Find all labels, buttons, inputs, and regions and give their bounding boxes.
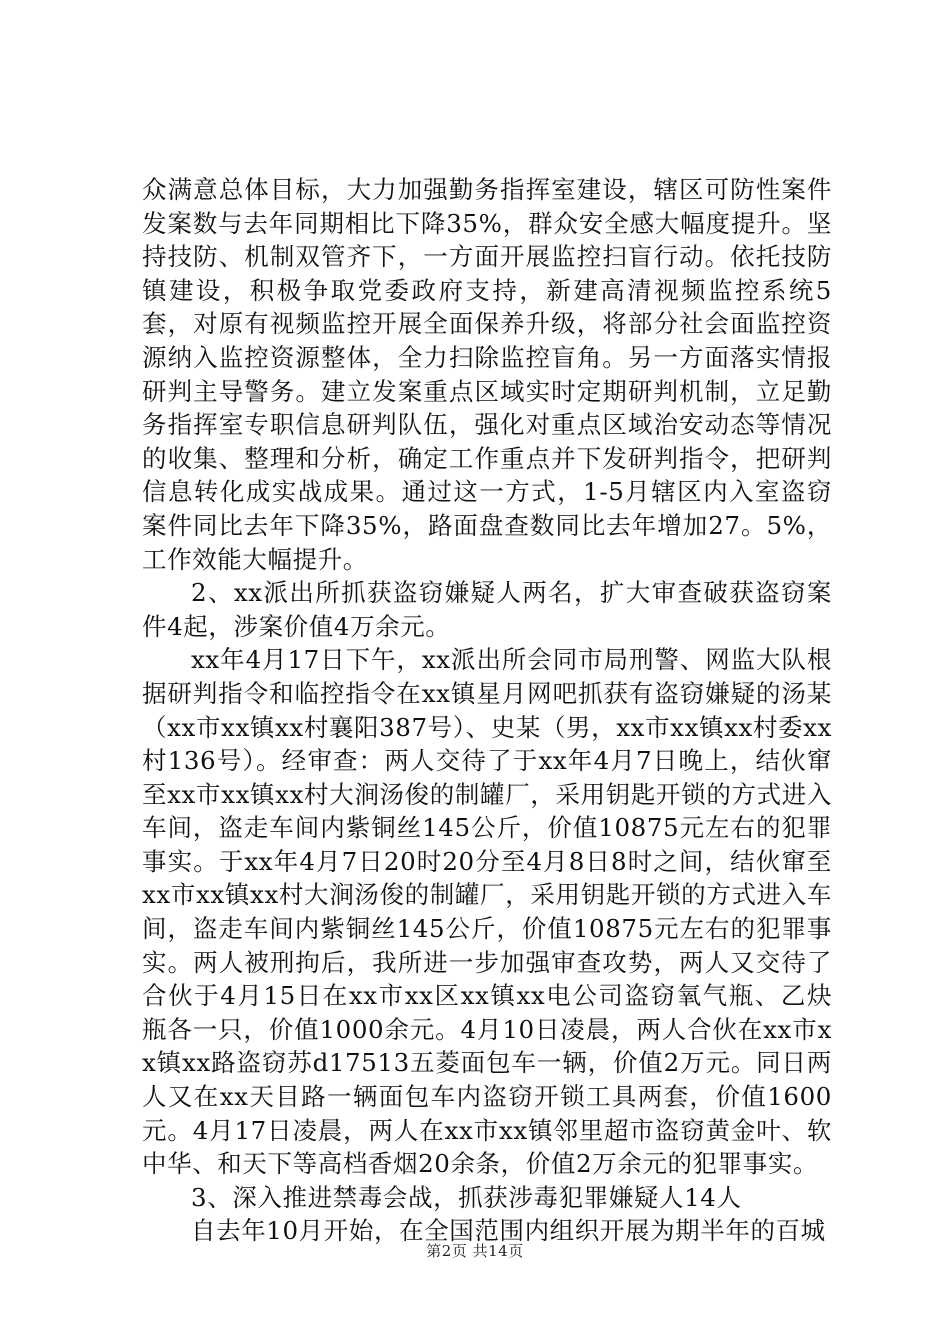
paragraph-item-2-detail: xx年4月17日下午，xx派出所会同市局刑警、网监大队根据研判指令和临控指令在xx镇星月网吧抓获有盗窃嫌疑的汤某（xx市xx镇xx村襄阳387号）、史某（男，xx市xx镇xx村委xx村136号）。经审查：两人交待了于xx年4月7日晚上，结伙窜至xx市xx镇xx村大涧汤俊的制罐厂，采用钥匙开锁的方式进入车间，盗走车间内紫铜丝145公斤，价值10875元左右的犯罪事实。于xx年4月7日20时20分至4月8日8时之间，结伙窜至xx市xx镇xx村大涧汤俊的制罐厂，采用钥匙开锁的方式进入车间，盗走车间内紫铜丝145公斤，价值10875元左右的犯罪事实。两人被刑拘后，我所进一步加强审查攻势，两人又交待了合伙于4月15日在xx市xx区xx镇xx电公司盗窃氧气瓶、乙炔瓶各一只，价值1000余元。4月10日凌晨，两人合伙在xx市xx镇xx路盗窃苏d17513五菱面包车一辆，价值2万元。同日两人又在xx天目路一辆面包车内盗窃开锁工具两套，价值1600元。4月17日凌晨，两人在xx市xx镇邻里超市盗窃黄金叶、软中华、和天下等高档香烟20余条，价值2万余元的犯罪事实。 bbox=[142, 645, 832, 1179]
paragraph-intro: 众满意总体目标，大力加强勤务指挥室建设，辖区可防性案件发案数与去年同期相比下降35%，群众安全感大幅度提升。坚持技防、机制双管齐下，一方面开展监控扫盲行动。依托技防镇建设，积极争取党委政府支持，新建高清视频监控系统5套，对原有视频监控开展全面保养升级，将部分社会面监控资源纳入监控资源整体，全力扫除监控盲角。另一方面落实情报研判主导警务。建立发案重点区域实时定期研判机制，立足勤务指挥室专职信息研判队伍，强化对重点区域治安动态等情况的收集、整理和分析，确定工作重点并下发研判指令，把研判信息转化成实战成果。通过这一方式，1-5月辖区内入室盗窃案件同比去年下降35%，路面盘查数同比去年增加27。5%，工作效能大幅提升。 bbox=[142, 175, 832, 574]
page-footer bbox=[0, 1240, 950, 1261]
document-body bbox=[142, 173, 832, 1248]
paragraph-item-2-heading: 2、xx派出所抓获盗窃嫌疑人两名，扩大审查破获盗窃案件4起，涉案价值4万余元。 bbox=[142, 578, 832, 641]
paragraph-item-3-detail: 自去年10月开始，在全国范围内组织开展为期半年的百城 bbox=[191, 1216, 826, 1246]
page-number-label: 第2页 共14页 bbox=[426, 1242, 524, 1260]
paragraph-item-3-heading: 3、深入推进禁毒会战，抓获涉毒犯罪嫌疑人14人 bbox=[191, 1182, 742, 1212]
